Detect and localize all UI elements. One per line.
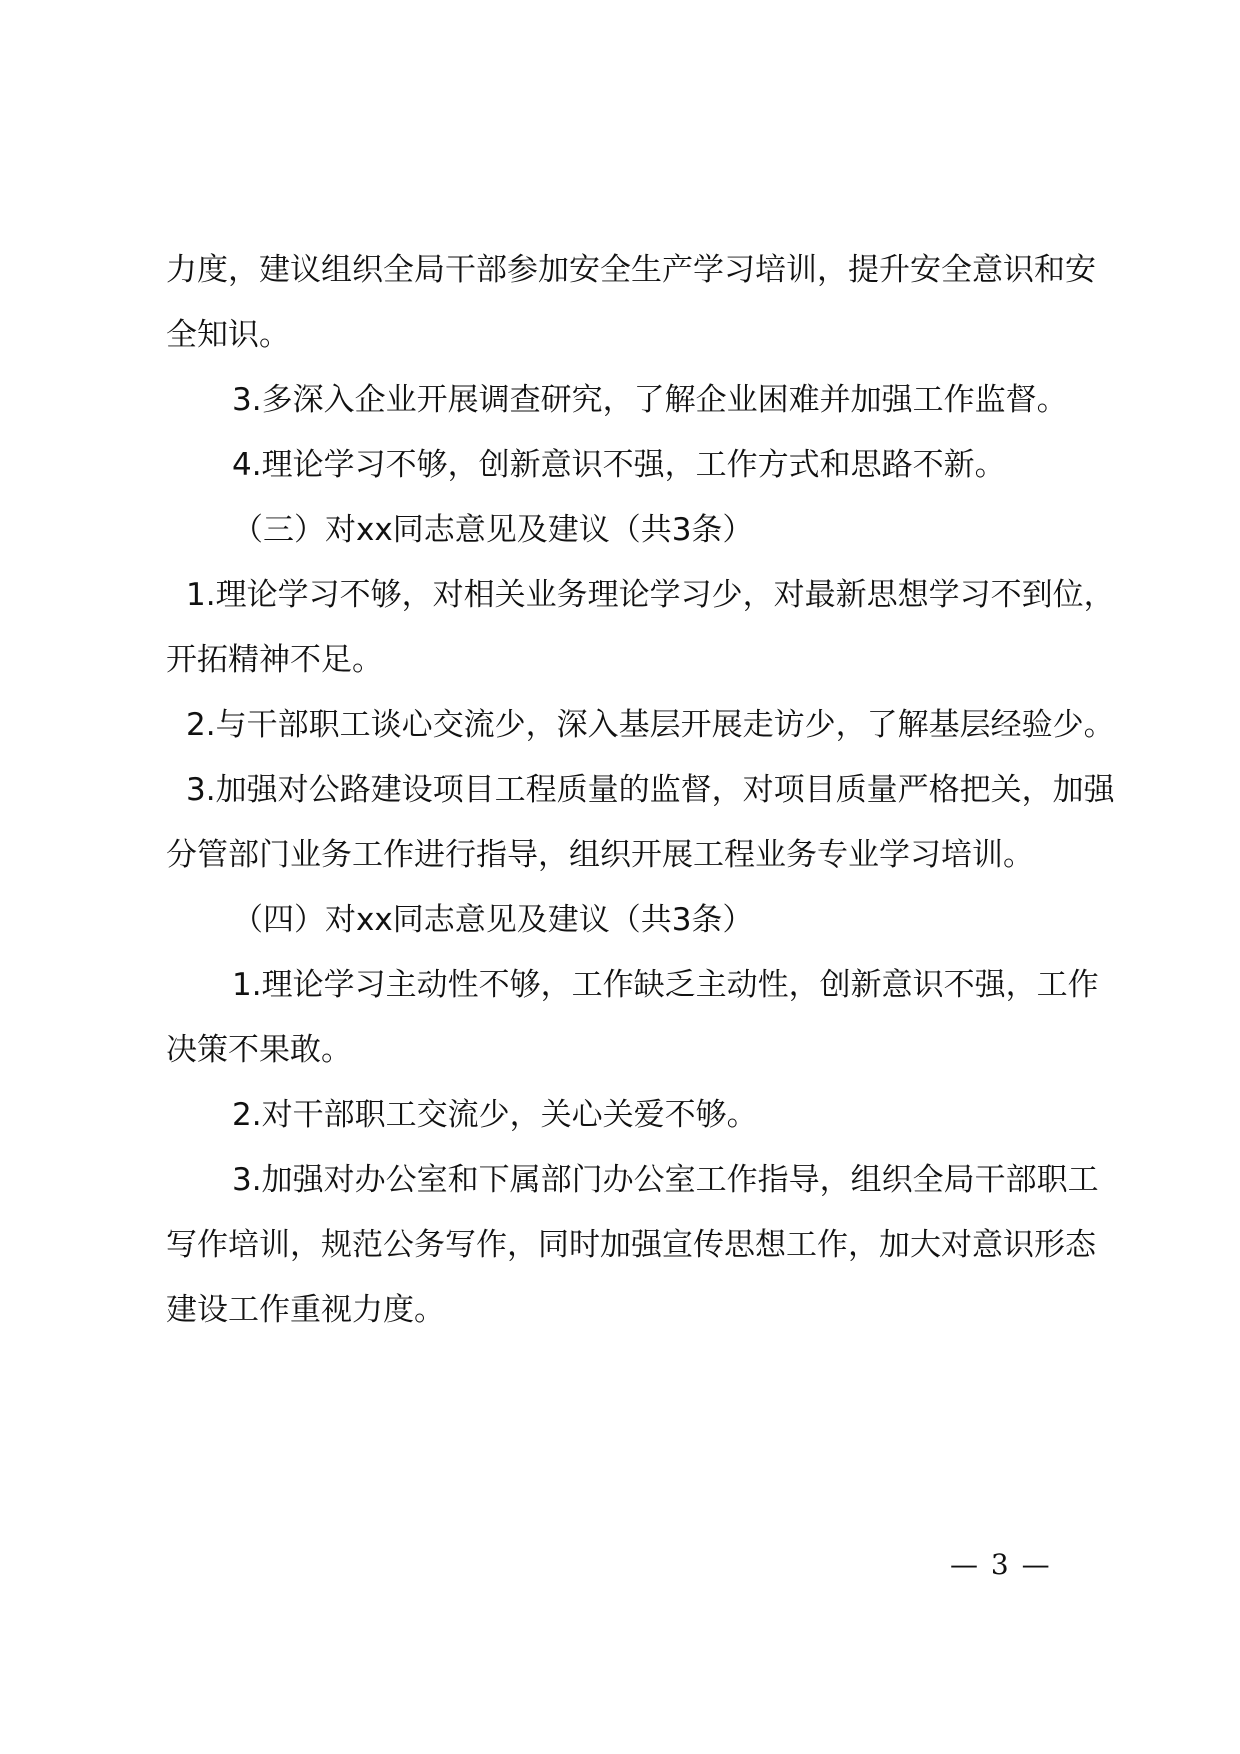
paragraph-item-2: 2.对干部职工交流少，关心关爱不够。 xyxy=(232,1097,758,1133)
paragraph-item-1: 1.理论学习不够，对相关业务理论学习少，对最新思想学习不到位，开拓精神不足。 xyxy=(166,577,1115,678)
section-heading-4: （四）对xx同志意见及建议（共3条） xyxy=(232,902,754,938)
paragraph-continuation: 力度，建议组织全局干部参加安全生产学习培训，提升安全意识和安全知识。 xyxy=(166,252,1096,353)
paragraph-item-1: 1.理论学习主动性不够，工作缺乏主动性，创新意识不强，工作决策不果敢。 xyxy=(166,967,1099,1068)
paragraph-item-3: 3.多深入企业开展调查研究，了解企业困难并加强工作监督。 xyxy=(232,382,1068,418)
paragraph-item-2: 2.与干部职工谈心交流少，深入基层开展走访少，了解基层经验少。 xyxy=(186,707,1115,743)
paragraph-item-3: 3.加强对公路建设项目工程质量的监督，对项目质量严格把关，加强分管部门业务工作进行指导，组织开展工程业务专业学习培训。 xyxy=(166,772,1115,873)
paragraph-item-4: 4.理论学习不够，创新意识不强，工作方式和思路不新。 xyxy=(232,447,1006,483)
section-heading-3: （三）对xx同志意见及建议（共3条） xyxy=(232,512,754,548)
paragraph-item-3: 3.加强对办公室和下属部门办公室工作指导，组织全局干部职工写作培训，规范公务写作，同时加强宣传思想工作，加大对意识形态建设工作重视力度。 xyxy=(166,1162,1099,1328)
document-body xyxy=(166,238,1126,1343)
page-number: — 3 — xyxy=(950,1548,1052,1581)
